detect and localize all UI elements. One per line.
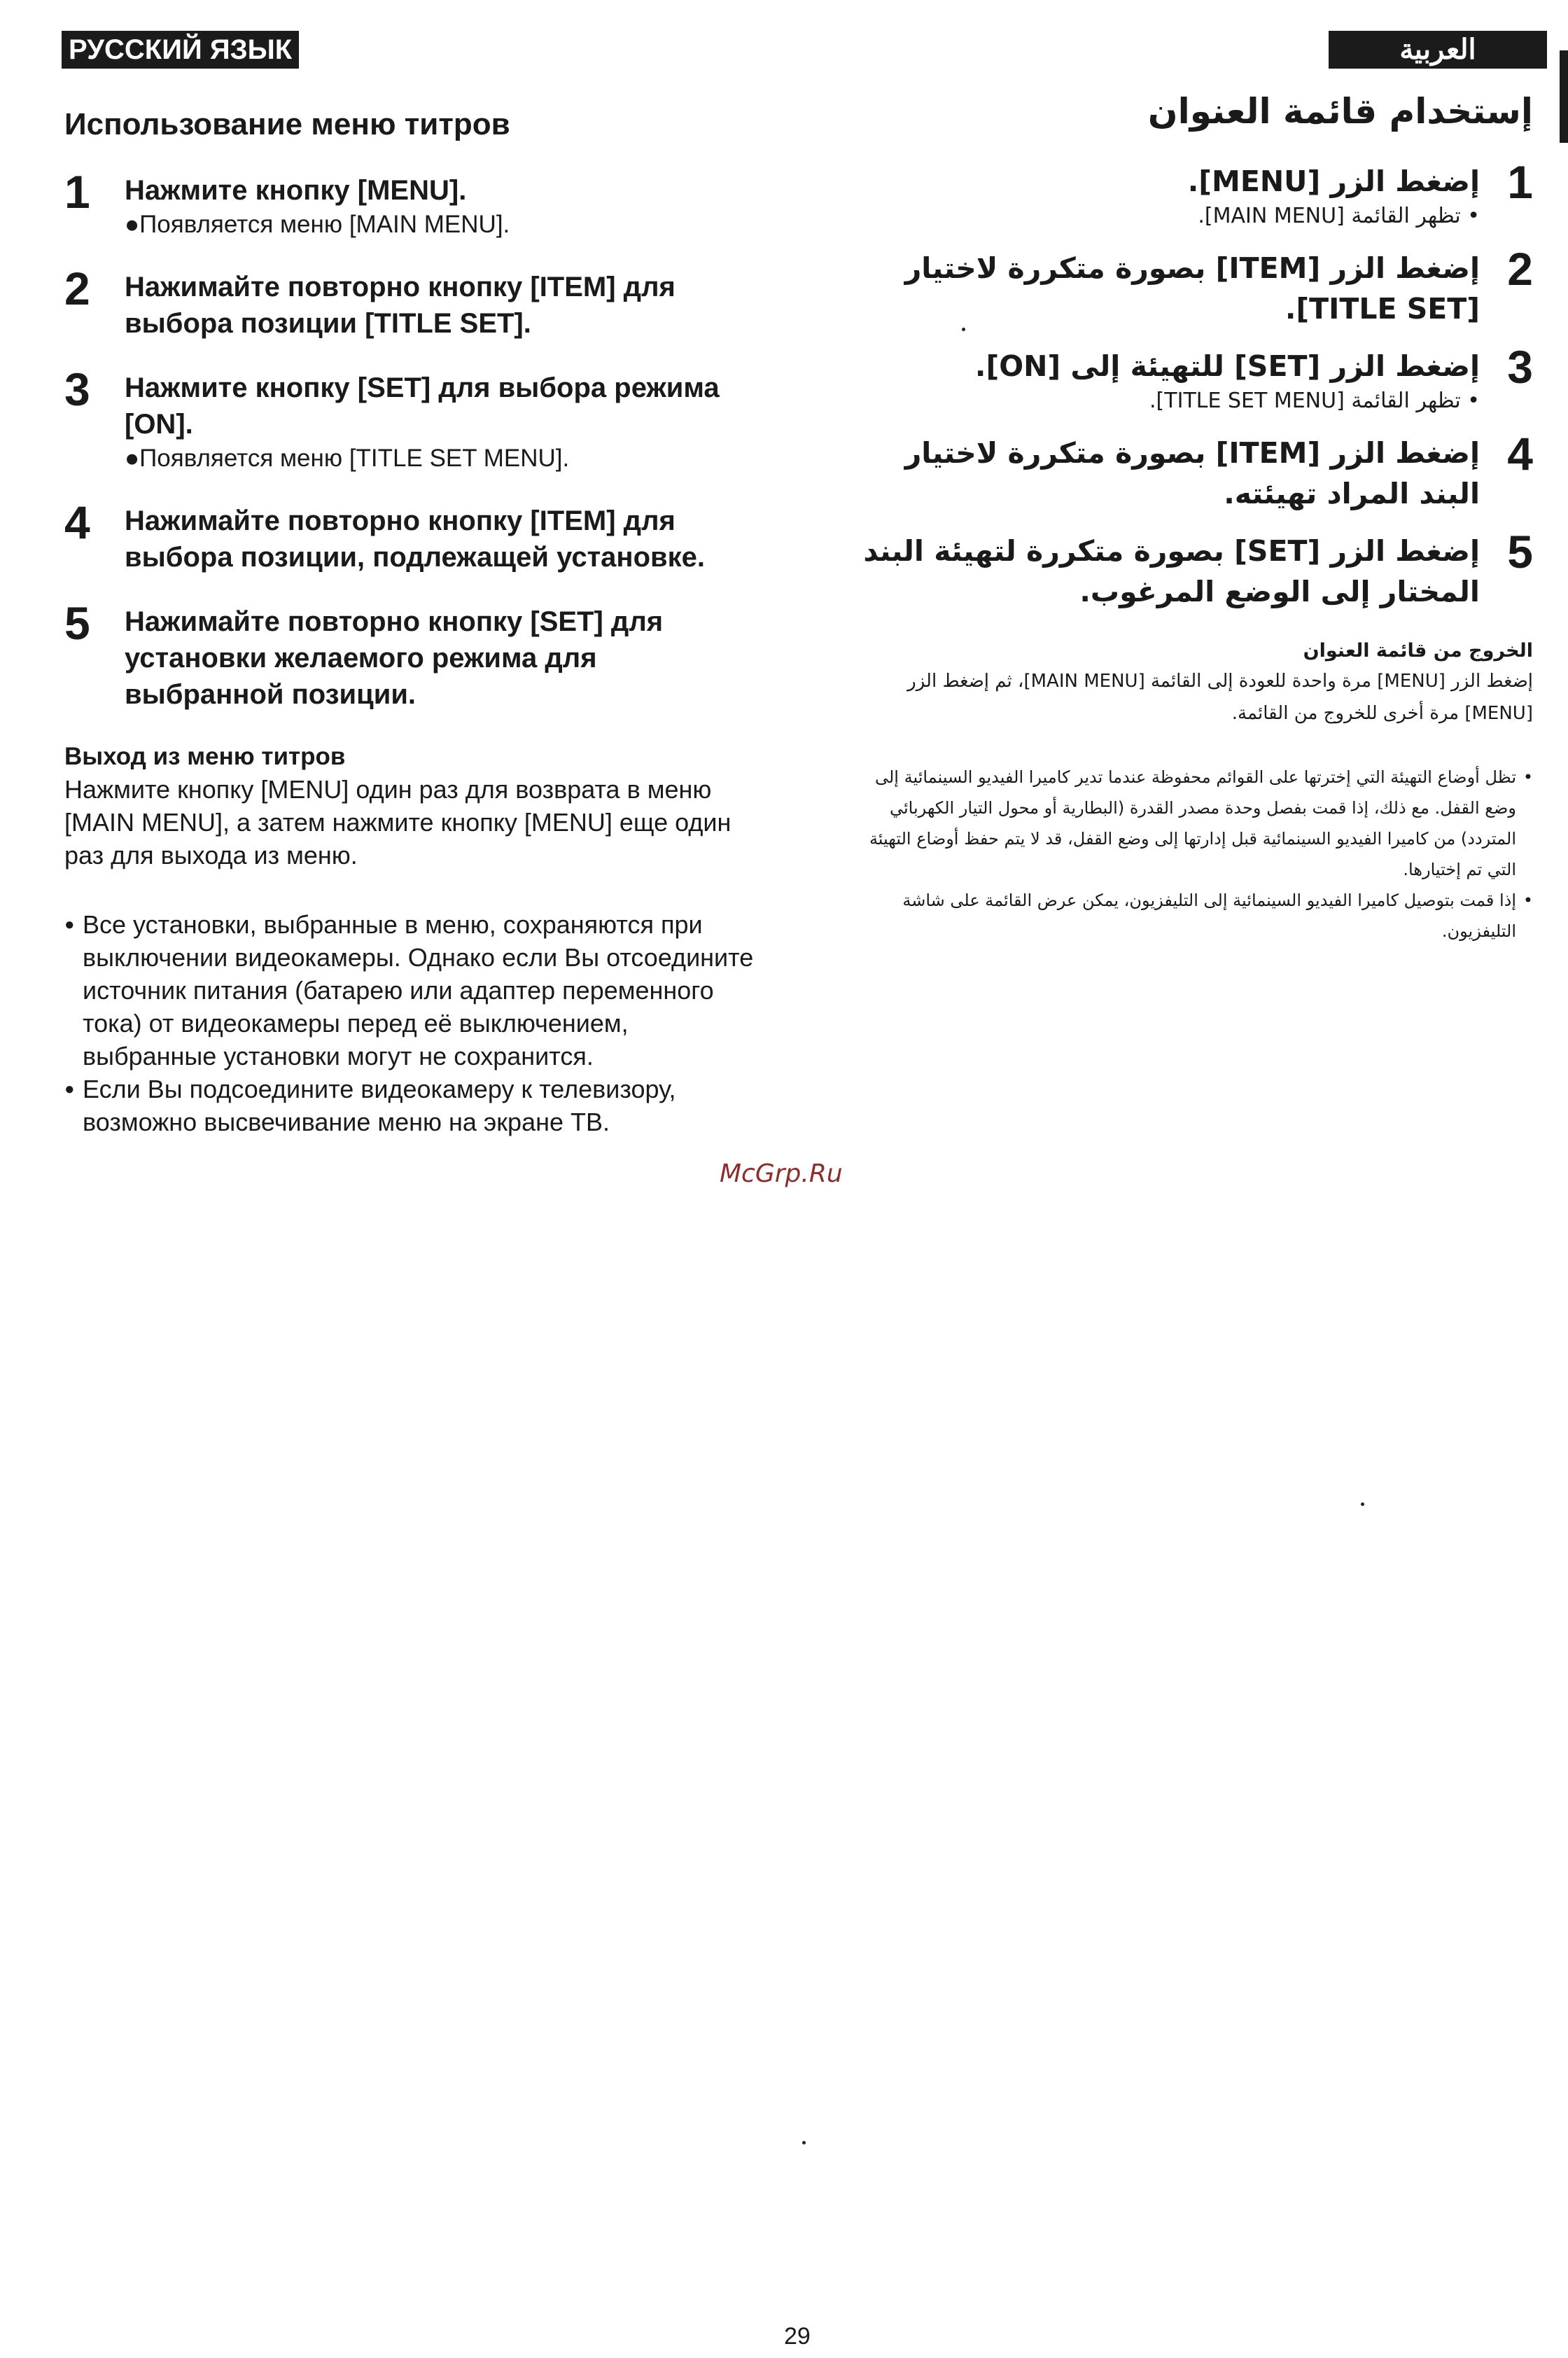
step-number: 3 [1507,341,1533,393]
step-instruction: إضغط الزر [SET] بصورة متكررة لتهيئة البند المختار إلى الوضع المرغوب. [863,534,1480,608]
step-instruction: Нажимайте повторно кнопку [ITEM] для выбора позиции, подлежащей установке. [125,505,705,573]
step-instruction: إضغط الزر [ITEM] بصورة متكررة لاختيار البند المراد تهيئته. [904,436,1480,510]
step-3-ar [861,341,1533,416]
bullet-dot-icon: • [1460,204,1480,228]
step-5-ru [64,597,757,713]
step-number: 4 [64,496,90,548]
bullet-dot-icon: ● [125,211,140,238]
exit-heading-ar: الخروج من قائمة العنوان [1303,640,1533,662]
step-note: ●Появляется меню [MAIN MENU]. [125,211,510,238]
step-4-ar [861,428,1533,514]
step-1-ar [861,156,1533,231]
scan-speck [1361,1502,1364,1506]
step-note: ●Появляется меню [TITLE SET MENU]. [125,445,570,472]
language-badge-arabic: العربية [1329,31,1547,69]
note-item: ● Если Вы подсоедините видеокамеру к телевизору, возможно высвечивание меню на экране ТВ. [64,1073,757,1138]
exit-text-ru: Нажмите кнопку [MENU] один раз для возврата в меню [MAIN MENU], а затем нажмите кнопку [MENU] еще один раз для выхода из меню. [64,775,732,870]
exit-text-ar: إضغط الزر [MENU] مرة واحدة للعودة إلى القائمة [MAIN MENU]، ثم إضغط الزر [MENU] مرة أخرى للخروج من القائمة. [907,671,1533,724]
step-number: 4 [1507,428,1533,480]
step-3-ru [64,363,757,475]
section-title-ar: إستخدام قائمة العنوان [1147,91,1533,132]
step-instruction: إضغط الزر [MENU]. [1187,165,1480,198]
step-instruction: Нажмите кнопку [MENU]. [125,175,467,206]
step-note: • تظهر القائمة [MAIN MENU]. [1198,204,1480,228]
section-title-ru: Использование меню титров [64,107,510,141]
notes-list-ru [64,908,757,1138]
note-item: ● Все установки, выбранные в меню, сохраняются при выключении видеокамеры. Однако если Вы отсоедините источник питания (батарею или адаптер переменного тока) от видеокамеры перед её выключением, выбранные установки могут не сохранится. [64,908,757,1073]
step-note: • تظهر القائمة [TITLE SET MENU]. [1149,389,1480,413]
step-2-ru [64,263,757,342]
note-item: • إذا قمت بتوصيل كاميرا الفيديو السينمائية إلى التليفزيون، يمكن عرض القائمة على شاشة التليفزيون. [861,885,1533,947]
step-number: 5 [1507,526,1533,578]
bullet-dot-icon: ● [125,445,140,472]
note-item: • تظل أوضاع التهيئة التي إخترتها على القوائم محفوظة عندما تدير كاميرا الفيديو السينمائية إلى وضع القفل. مع ذلك، إذا قمت بفصل وحدة مصدر القدرة (البطارية أو محول التيار الكهربائي المتردد) من كاميرا الفيديو السينمائية قبل إدارتها إلى وضع القفل، قد لا يتم حفظ أوضاع التهيئة التي تم إختيارها. [861,762,1533,885]
step-number: 1 [64,166,90,218]
edge-tab-marker [1560,50,1568,143]
step-instruction: Нажмите кнопку [SET] для выбора режима [ON]. [125,372,720,440]
russian-column [64,105,757,1138]
arabic-column [861,87,1533,947]
exit-heading-ru: Выход из меню титров [64,743,346,770]
step-instruction: إضغط الزر [ITEM] بصورة متكررة لاختيار [TITLE SET]. [904,251,1480,326]
step-2-ar [861,243,1533,329]
step-5-ar [861,526,1533,612]
step-4-ru [64,496,757,575]
step-instruction: Нажимайте повторно кнопку [ITEM] для выбора позиции [TITLE SET]. [125,272,676,339]
step-instruction: إضغط الزر [SET] للتهيئة إلى [ON]. [974,349,1480,383]
step-number: 1 [1507,156,1533,208]
step-instruction: Нажимайте повторно кнопку [SET] для установки желаемого режима для выбранной позиции. [125,606,664,710]
scan-speck [802,2141,806,2144]
bullet-dot-icon: • [1460,389,1480,413]
scan-speck [962,328,965,331]
step-number: 2 [1507,243,1533,295]
language-badge-russian: РУССКИЙ ЯЗЫК [62,31,299,69]
notes-list-ar [861,762,1533,947]
step-number: 2 [64,263,90,314]
watermark: McGrp.Ru [720,1159,843,1188]
page-number: 29 [784,2323,811,2350]
step-number: 5 [64,597,90,649]
step-number: 3 [64,363,90,415]
step-1-ru [64,166,757,241]
